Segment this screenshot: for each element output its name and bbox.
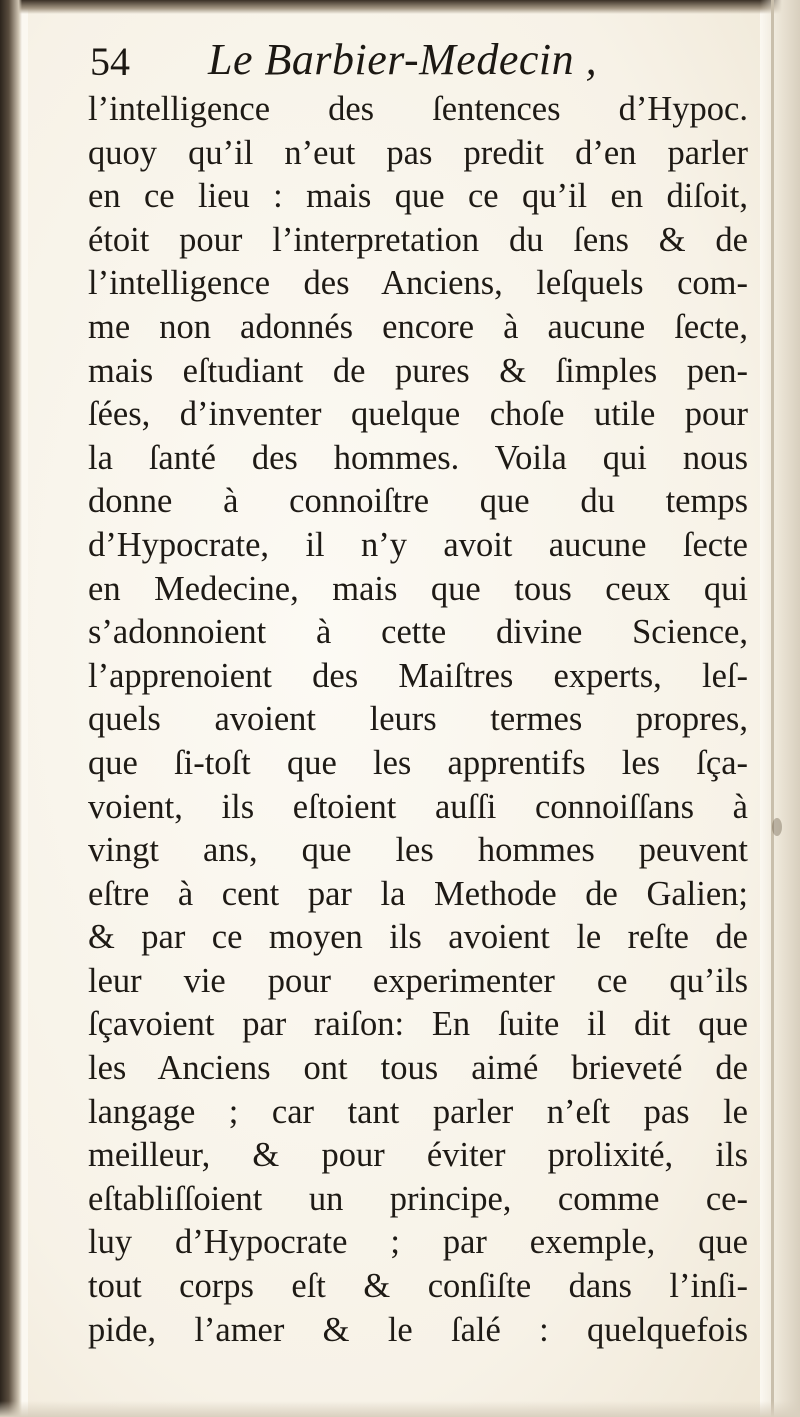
scan-edge-top — [0, 0, 800, 14]
scan-edge-left — [0, 0, 22, 1417]
text-line: me non adonnés encore à aucune ſecte, — [88, 307, 748, 346]
text-line: l’apprenoient des Maiſtres experts, leſ- — [88, 656, 748, 695]
text-line: l’intelligence des Anciens, leſquels com- — [88, 264, 748, 303]
text-line: leur vie pour experimenter ce qu’ils — [88, 961, 748, 1000]
text-line: l’intelligence des ſentences d’Hypoc. — [88, 90, 748, 128]
page-fold-line — [771, 0, 774, 1417]
text-line: que ſi-toſt que les apprentifs les ſça- — [88, 743, 748, 782]
text-line: quels avoient leurs termes propres, — [88, 700, 748, 739]
text-line: langage ; car tant parler n’eſt pas le — [88, 1092, 748, 1131]
page-header — [90, 34, 650, 90]
scan-edge-right — [760, 0, 800, 1417]
body-text — [88, 88, 748, 1352]
text-line: meilleur, & pour éviter prolixité, ils — [88, 1136, 748, 1175]
text-line: eſtabliſſoient un principe, comme ce- — [88, 1179, 748, 1218]
text-line: tout corps eſt & conſiſte dans l’inſi- — [88, 1267, 748, 1306]
page-number: 54 — [90, 39, 130, 84]
text-line: ſçavoient par raiſon: En ſuite il dit que — [88, 1005, 748, 1044]
text-line: en Medecine, mais que tous ceux qui — [88, 569, 748, 608]
text-line: eſtre à cent par la Methode de Galien; — [88, 874, 748, 913]
text-line: étoit pour l’interpretation du ſens & de — [88, 220, 748, 259]
text-line: mais eſtudiant de pures & ſimples pen- — [88, 351, 748, 390]
running-title: Le Barbier-Medecin , — [208, 35, 598, 84]
text-line: d’Hypocrate, il n’y avoit aucune ſecte — [88, 525, 748, 564]
text-line: & par ce moyen ils avoient le reſte de — [88, 918, 748, 957]
text-line: la ſanté des hommes. Voila qui nous — [88, 438, 748, 477]
text-line: en ce lieu : mais que ce qu’il en diſoit, — [88, 177, 748, 216]
text-line: quoy qu’il n’eut pas predit d’en parler — [88, 133, 748, 172]
ink-smudge — [772, 818, 782, 836]
text-line: luy d’Hypocrate ; par exemple, que — [88, 1223, 748, 1262]
text-line: voient, ils eſtoient auſſi connoiſſans à — [88, 787, 748, 826]
text-line: vingt ans, que les hommes peuvent — [88, 831, 748, 870]
scan-edge-bottom — [0, 1401, 800, 1417]
text-line: les Anciens ont tous aimé brieveté de — [88, 1049, 748, 1088]
text-line: ſées, d’inventer quelque choſe utile pour — [88, 395, 748, 434]
text-line: donne à connoiſtre que du temps — [88, 482, 748, 521]
text-line: pide, l’amer & le ſalé : quelquefois — [88, 1310, 748, 1349]
text-line: s’adonnoient à cette divine Science, — [88, 613, 748, 652]
